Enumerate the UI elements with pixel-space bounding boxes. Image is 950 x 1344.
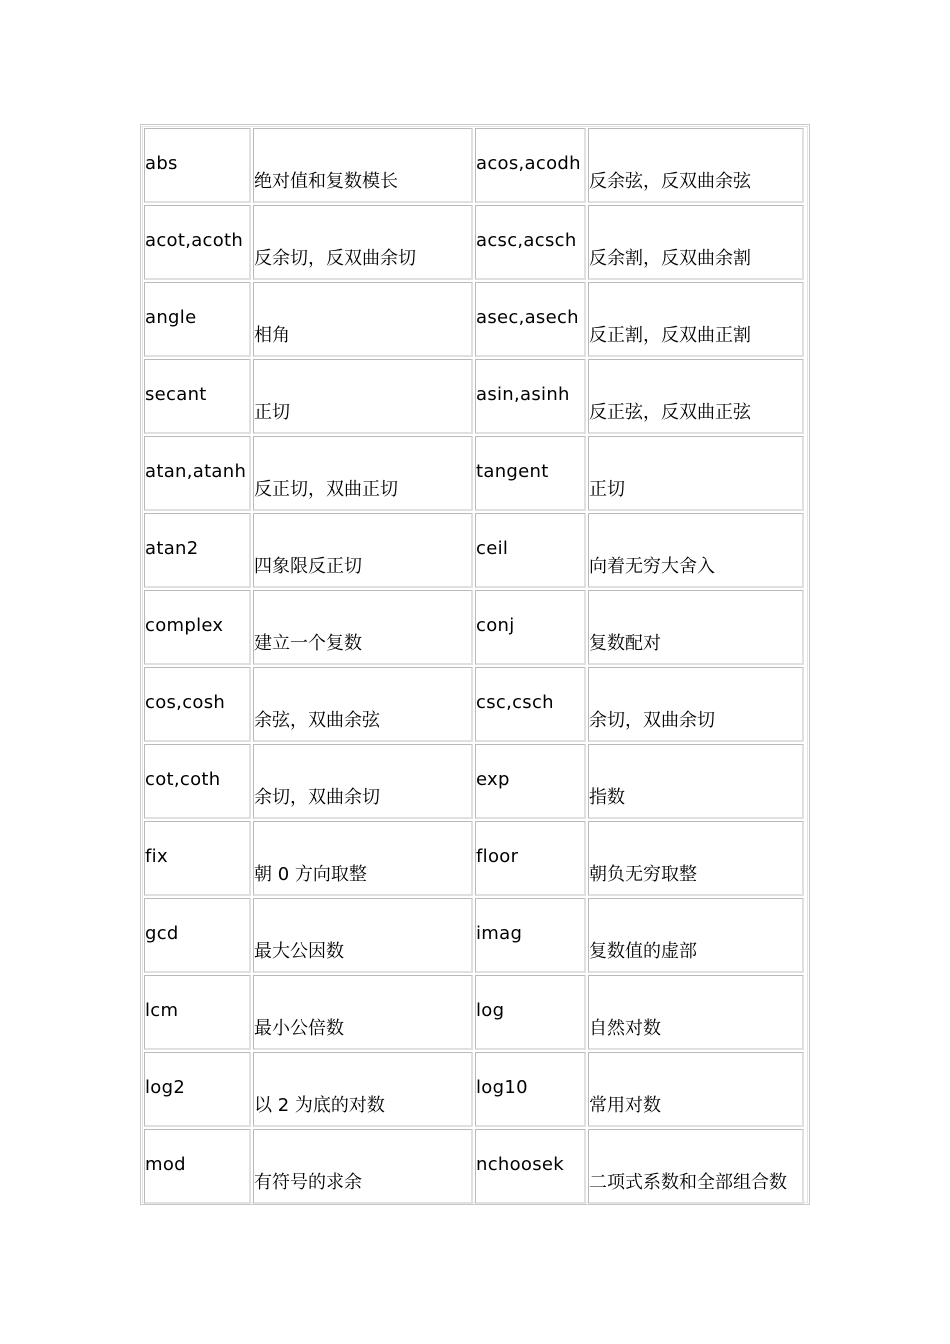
function-name: complex [145, 615, 224, 636]
function-name-cell [475, 205, 586, 280]
function-description: 朝负无穷取整 [589, 864, 697, 885]
function-name: log2 [145, 1077, 186, 1098]
function-description: 复数值的虚部 [589, 941, 697, 962]
function-description: 反正切，双曲正切 [254, 479, 398, 500]
function-name: fix [145, 846, 168, 867]
function-description: 二项式系数和全部组合数 [589, 1172, 787, 1193]
function-name-cell [144, 590, 251, 665]
description-cell [253, 1052, 473, 1127]
function-name-cell [144, 744, 251, 819]
function-name-cell [144, 513, 251, 588]
table-row [143, 589, 807, 666]
function-name-cell [144, 898, 251, 973]
description-cell [588, 128, 804, 203]
description-cell [253, 744, 473, 819]
table-row [143, 1128, 807, 1205]
description-cell [253, 821, 473, 896]
description-cell [588, 667, 804, 742]
function-name: nchoosek [476, 1154, 565, 1175]
description-cell [253, 513, 473, 588]
function-description: 余弦，双曲余弦 [254, 710, 380, 731]
table-row [143, 204, 807, 281]
function-name-cell [144, 667, 251, 742]
function-description: 有符号的求余 [254, 1172, 362, 1193]
table-row [143, 820, 807, 897]
function-name: tangent [476, 461, 549, 482]
description-cell [588, 513, 804, 588]
table-row [143, 435, 807, 512]
description-cell [588, 898, 804, 973]
function-description: 最大公因数 [254, 941, 344, 962]
table-row [143, 281, 807, 358]
function-description: 自然对数 [589, 1018, 661, 1039]
function-description: 以 2 为底的对数 [254, 1095, 385, 1116]
function-name-cell [144, 128, 251, 203]
function-description: 反余割，反双曲余割 [589, 248, 751, 269]
function-name-cell [144, 821, 251, 896]
function-description: 指数 [589, 787, 625, 808]
function-description: 最小公倍数 [254, 1018, 344, 1039]
description-cell [588, 1052, 804, 1127]
function-name-cell [475, 898, 586, 973]
function-name: exp [476, 769, 510, 790]
description-cell [588, 821, 804, 896]
function-description: 余切，双曲余切 [589, 710, 715, 731]
description-cell [588, 1129, 804, 1204]
table-row [143, 666, 807, 743]
function-name-cell [475, 744, 586, 819]
function-name-cell [475, 667, 586, 742]
description-cell [253, 282, 473, 357]
description-cell [588, 744, 804, 819]
function-name: acot,acoth [145, 230, 244, 251]
table-row [143, 512, 807, 589]
description-cell [588, 975, 804, 1050]
function-description: 朝 0 方向取整 [254, 864, 367, 885]
function-name: csc,csch [476, 692, 554, 713]
description-cell [588, 436, 804, 511]
function-name-cell [475, 359, 586, 434]
function-name-cell [475, 128, 586, 203]
table-row [143, 897, 807, 974]
function-name: asec,asech [476, 307, 579, 328]
description-cell [253, 667, 473, 742]
function-name-cell [475, 282, 586, 357]
function-name: asin,asinh [476, 384, 570, 405]
function-name-cell [144, 205, 251, 280]
function-description: 向着无穷大舍入 [589, 556, 715, 577]
function-name-cell [475, 513, 586, 588]
function-name: atan,atanh [145, 461, 247, 482]
function-description: 反正弦，反双曲正弦 [589, 402, 751, 423]
function-description: 反正割，反双曲正割 [589, 325, 751, 346]
function-description: 余切，双曲余切 [254, 787, 380, 808]
function-name: abs [145, 153, 178, 174]
function-name-cell [475, 436, 586, 511]
function-description: 正切 [254, 402, 290, 423]
table-row [143, 127, 807, 204]
description-cell [253, 590, 473, 665]
function-name: floor [476, 846, 519, 867]
function-description: 建立一个复数 [254, 633, 362, 654]
function-name-cell [475, 590, 586, 665]
function-description: 复数配对 [589, 633, 661, 654]
function-name: ceil [476, 538, 509, 559]
description-cell [253, 1129, 473, 1204]
function-name: atan2 [145, 538, 199, 559]
function-name: gcd [145, 923, 179, 944]
function-name-cell [144, 1129, 251, 1204]
description-cell [253, 436, 473, 511]
function-name: log10 [476, 1077, 528, 1098]
function-name-cell [475, 1129, 586, 1204]
function-name-cell [144, 436, 251, 511]
table-row [143, 1051, 807, 1128]
function-name-cell [144, 359, 251, 434]
description-cell [253, 359, 473, 434]
function-name-cell [475, 821, 586, 896]
function-name: lcm [145, 1000, 179, 1021]
function-name-cell [144, 1052, 251, 1127]
table-row [143, 358, 807, 435]
function-name-cell [475, 975, 586, 1050]
function-name: mod [145, 1154, 186, 1175]
description-cell [588, 205, 804, 280]
description-cell [253, 898, 473, 973]
description-cell [588, 590, 804, 665]
function-description: 正切 [589, 479, 625, 500]
function-name-cell [475, 1052, 586, 1127]
function-name: cot,coth [145, 769, 221, 790]
function-description: 四象限反正切 [254, 556, 362, 577]
function-name: angle [145, 307, 197, 328]
function-table [140, 124, 810, 1205]
function-description: 绝对值和复数模长 [254, 171, 398, 192]
function-name: secant [145, 384, 207, 405]
description-cell [588, 359, 804, 434]
table-row [143, 974, 807, 1051]
function-description: 反余切，反双曲余切 [254, 248, 416, 269]
function-name: cos,cosh [145, 692, 226, 713]
description-cell [588, 282, 804, 357]
description-cell [253, 128, 473, 203]
table-row [143, 743, 807, 820]
description-cell [253, 975, 473, 1050]
function-description: 常用对数 [589, 1095, 661, 1116]
function-name-cell [144, 975, 251, 1050]
function-name: acos,acodh [476, 153, 581, 174]
function-name: conj [476, 615, 515, 636]
function-description: 反余弦，反双曲余弦 [589, 171, 751, 192]
function-name: acsc,acsch [476, 230, 577, 251]
description-cell [253, 205, 473, 280]
function-name: imag [476, 923, 523, 944]
function-name-cell [144, 282, 251, 357]
function-name: log [476, 1000, 505, 1021]
function-description: 相角 [254, 325, 290, 346]
